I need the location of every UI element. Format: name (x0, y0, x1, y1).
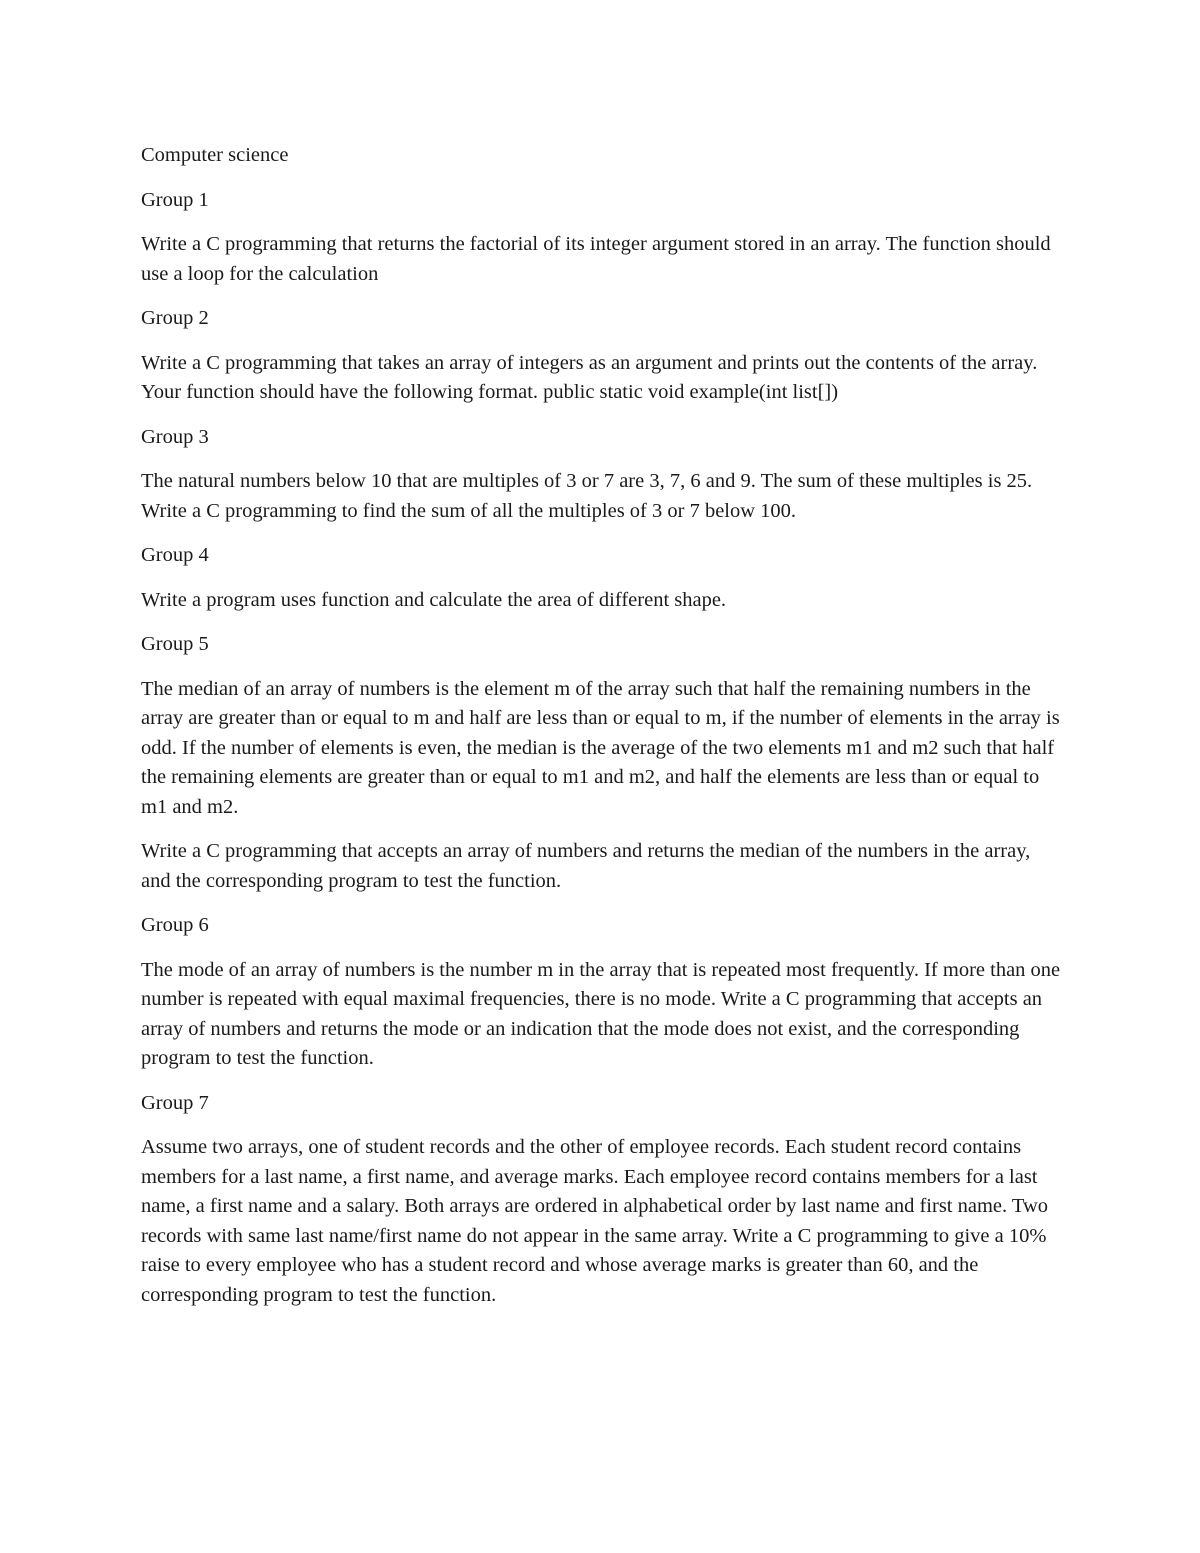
section-paragraph: Assume two arrays, one of student records and the other of employee records. Each student record contains members for a last name, a first name, and average marks. Each employee record contains members for a last name, a first name and a salary. Both arrays are ordered in alphabetical order by last name and first name. Two records with same last name/first name do not appear in the same array. Write a C programming to give a 10% raise to every employee who has a student record and whose average marks is greater than 60, and the corresponding program to test the function. (141, 1136, 1049, 1306)
document-title: Computer science (141, 144, 289, 166)
section-heading-group-2: Group 2 (141, 307, 209, 329)
section-heading-group-7: Group 7 (141, 1091, 209, 1114)
section-paragraph: Write a C programming that accepts an array of numbers and returns the median of the numbers in the array, and the corresponding program to test the function. (141, 840, 1031, 892)
document-body (141, 141, 1061, 1325)
section-heading-group-5: Group 5 (141, 633, 209, 655)
section-paragraph: Write a program uses function and calculate the area of different shape. (141, 588, 727, 611)
section-heading-group-6: Group 6 (141, 914, 209, 936)
section-paragraph: Write a C programming that takes an array of integers as an argument and prints out the contents of the array. Your function should have the following format. public static void example(int list[]) (141, 351, 1038, 403)
section-paragraph: The mode of an array of numbers is the number m in the array that is repeated most frequently. If more than one number is repeated with equal maximal frequencies, there is no mode. Write a C programming that accepts an array of numbers and returns the mode or an indication that the mode does not exist, and the corresponding program to test the function. (141, 958, 1061, 1069)
section-paragraph: The natural numbers below 10 that are multiples of 3 or 7 are 3, 7, 6 and 9. The sum of these multiples is 25. Write a C programming to find the sum of all the multiples of 3 or 7 below 100. (141, 470, 1033, 522)
section-heading-group-4: Group 4 (141, 544, 209, 566)
section-heading-group-3: Group 3 (141, 425, 209, 448)
section-paragraph: The median of an array of numbers is the element m of the array such that half the remaining numbers in the array are greater than or equal to m and half are less than or equal to m, if the number of elements in the array is odd. If the number of elements is even, the median is the average of the two elements m1 and m2 such that half the remaining elements are greater than or equal to m1 and m2, and half the elements are less than or equal to m1 and m2. (141, 677, 1060, 818)
section-paragraph: Write a C programming that returns the factorial of its integer argument stored in an array. The function should use a loop for the calculation (141, 233, 1051, 285)
section-heading-group-1: Group 1 (141, 188, 209, 211)
